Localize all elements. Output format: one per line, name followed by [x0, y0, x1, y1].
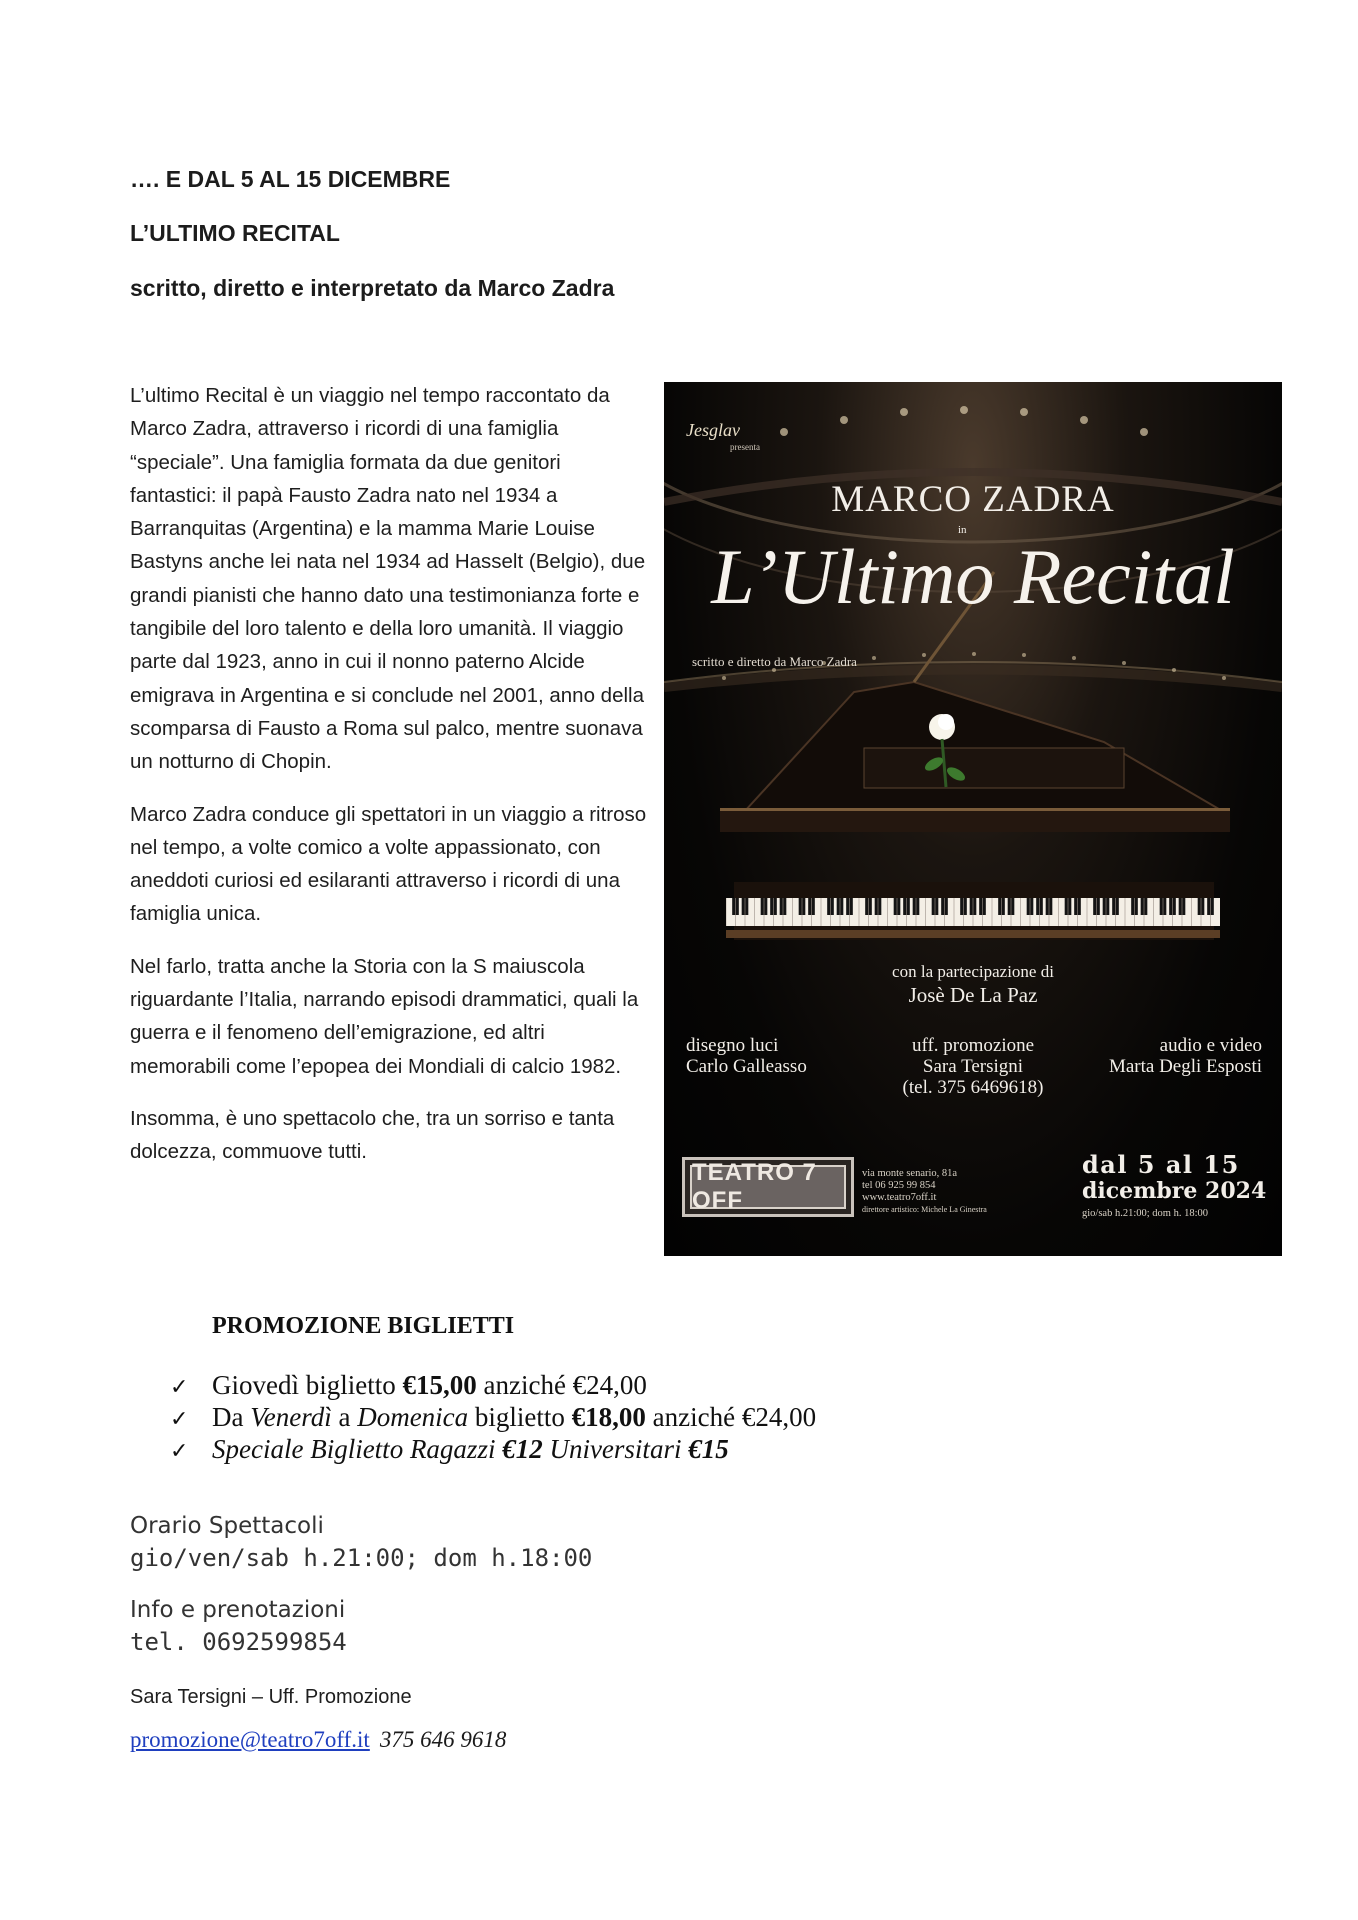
promo-text: Universitari	[549, 1434, 682, 1464]
promo-day: Domenica	[357, 1402, 469, 1432]
lights-label: disegno luci	[686, 1035, 779, 1056]
audio-video-credit	[1109, 1035, 1262, 1077]
contact-line	[130, 1727, 506, 1753]
promotions-title: PROMOZIONE BIGLIETTI	[212, 1313, 515, 1339]
check-icon: ✓	[170, 1438, 189, 1463]
participation-name: Josè De La Paz	[908, 983, 1038, 1007]
show-poster	[664, 382, 1282, 1256]
promotions-list	[170, 1370, 816, 1466]
promo-price: €18,00	[571, 1402, 646, 1432]
promotion-credit	[873, 1035, 1073, 1098]
header-show-title: L’ULTIMO RECITAL	[130, 220, 340, 246]
poster-dates-line2: dicembre 2024	[1082, 1178, 1267, 1204]
contact-phone: 375 646 9618	[379, 1727, 507, 1752]
header-credits: scritto, diretto e interpretato da Marco Zadra	[130, 275, 615, 301]
promotion-item	[170, 1402, 816, 1434]
check-icon: ✓	[170, 1374, 189, 1399]
promotion-label: uff. promozione	[911, 1035, 1035, 1056]
address-line: direttore artistico: Michele La Ginestra	[862, 1205, 987, 1214]
show-description	[130, 379, 650, 1188]
av-name: Marta Degli Esposti	[1108, 1056, 1262, 1077]
lights-name: Carlo Galleasso	[686, 1056, 807, 1077]
participation-label: con la partecipazione di	[892, 962, 1054, 981]
email-link[interactable]: promozione@teatro7off.it	[130, 1727, 370, 1752]
theatre-logo	[682, 1157, 854, 1217]
promo-text: anziché €24,00	[483, 1370, 647, 1400]
promo-text: a	[338, 1402, 351, 1432]
promo-text: Da	[212, 1402, 244, 1432]
schedule-value: gio/ven/sab h.21:00; dom h.18:00	[130, 1544, 593, 1572]
poster-dates-line1: dal 5 al 15	[1082, 1150, 1240, 1179]
promo-day: Venerdì	[250, 1402, 332, 1432]
theatre-logo-text: TEATRO 7 OFF	[692, 1159, 817, 1214]
description-paragraph: Marco Zadra conduce gli spettatori in un viaggio a ritroso nel tempo, a volte comico a volte appassionato, con aneddoti curiosi ed esilaranti attraverso i ricordi di una famiglia unica.	[130, 802, 647, 926]
promotion-tel: (tel. 375 6469618)	[902, 1077, 1044, 1098]
promo-text: Giovedì biglietto	[212, 1370, 396, 1400]
theatre-address	[862, 1168, 987, 1216]
check-icon: ✓	[170, 1406, 189, 1431]
promo-text: Speciale Biglietto Ragazzi	[212, 1434, 496, 1464]
av-label: audio e video	[1159, 1035, 1262, 1056]
promo-text: biglietto	[474, 1402, 565, 1432]
contact-name: Sara Tersigni – Uff. Promozione	[130, 1686, 412, 1708]
info-title: Info e prenotazioni	[130, 1597, 346, 1623]
schedule-title: Orario Spettacoli	[130, 1513, 324, 1539]
description-paragraph: Insomma, è uno spettacolo che, tra un sorriso e tanta dolcezza, commuove tutti.	[130, 1106, 615, 1164]
address-line: via monte senario, 81a	[862, 1168, 958, 1179]
lights-credit	[686, 1035, 807, 1077]
address-line: tel 06 925 99 854	[862, 1180, 936, 1191]
poster-actor: MARCO ZADRA	[831, 479, 1115, 520]
promo-price: €12	[502, 1434, 543, 1464]
promo-price: €15	[688, 1434, 729, 1464]
poster-title: L’Ultimo Recital	[711, 533, 1235, 620]
header-dates: …. E DAL 5 AL 15 DICEMBRE	[130, 166, 451, 192]
promo-price: €15,00	[402, 1370, 477, 1400]
presenter-logo: Jesglav	[686, 420, 740, 440]
piano-keys-graphic	[726, 898, 1220, 926]
poster-times: gio/sab h.21:00; dom h. 18:00	[1082, 1208, 1208, 1219]
promotion-item	[170, 1370, 816, 1402]
presenter-sub: presenta	[730, 442, 760, 452]
poster-credit: scritto e diretto da Marco Zadra	[692, 654, 857, 669]
promotion-name: Sara Tersigni	[922, 1056, 1024, 1077]
description-paragraph: L’ultimo Recital è un viaggio nel tempo raccontato da Marco Zadra, attraverso i ricordi di una famiglia “speciale”. Una famiglia formata da due genitori fantastici: il papà Fausto Zadra nato nel 1934 a Barranquitas (Argentina) e la mamma Marie Louise Bastyns anche lei nata nel 1934 ad Hasselt (Belgio), due grandi pianisti che hanno dato una testimonianza forte e tangibile del loro talento e della loro umanità. Il viaggio parte dal 1923, anno in cui il nonno paterno Alcide emigrava in Argentina e si conclude nel 2001, anno della scomparsa di Fausto a Roma sul palco, mentre suonava un notturno di Chopin.	[130, 384, 646, 774]
promo-text: anziché €24,00	[652, 1402, 817, 1432]
address-line: www.teatro7off.it	[862, 1192, 937, 1203]
promotion-item	[170, 1434, 816, 1466]
poster-in: in	[958, 524, 967, 536]
description-paragraph: Nel farlo, tratta anche la Storia con la S maiuscola riguardante l’Italia, narrando episodi drammatici, quali la guerra e il fenomeno dell’emigrazione, ed altri memorabili come l’epopea dei Mondiali di calcio 1982.	[130, 954, 639, 1078]
info-phone: tel. 0692599854	[130, 1628, 347, 1656]
